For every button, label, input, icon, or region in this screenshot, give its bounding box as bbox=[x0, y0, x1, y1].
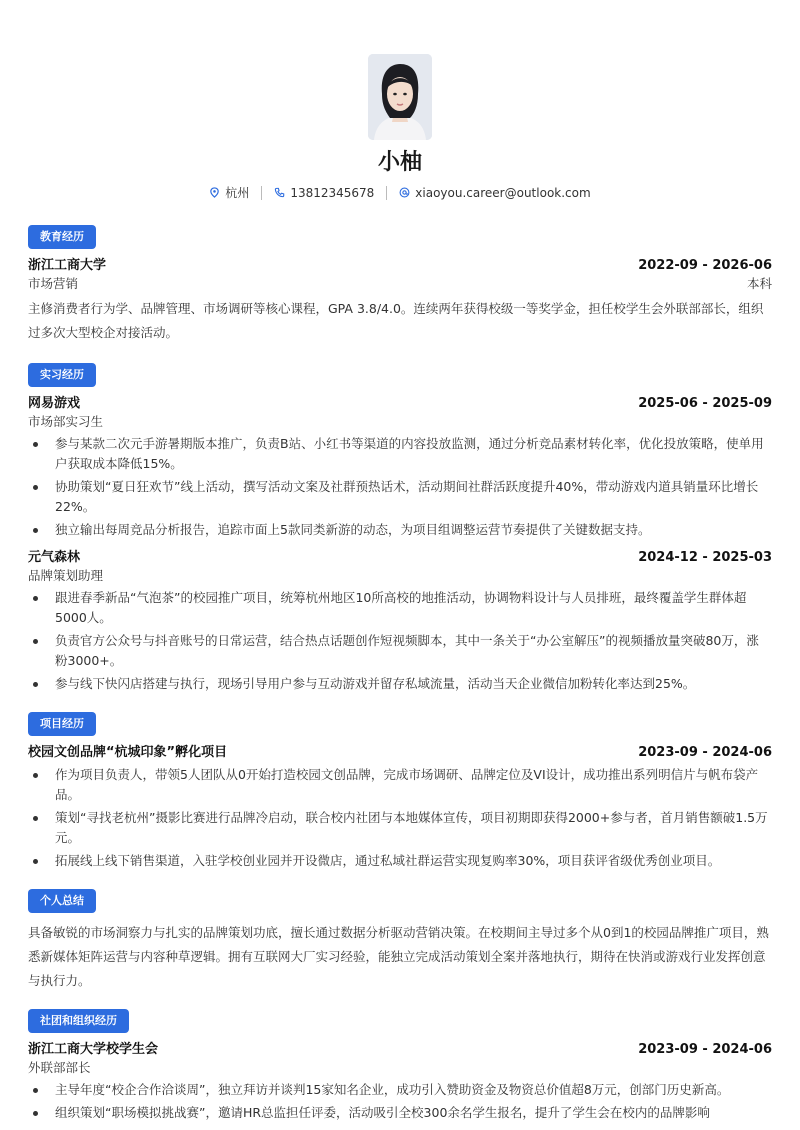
internship-date: 2025-06 - 2025-09 bbox=[638, 396, 772, 411]
at-sign-icon bbox=[399, 187, 410, 198]
contact-email bbox=[399, 186, 590, 200]
city-text: 杭州 bbox=[225, 186, 250, 200]
company-name: 网易游戏 bbox=[28, 396, 81, 411]
education-section bbox=[28, 225, 772, 345]
company-name: 元气森林 bbox=[28, 550, 81, 565]
project-entry bbox=[28, 743, 772, 871]
section-title: 教育经历 bbox=[28, 225, 96, 249]
project-section bbox=[28, 712, 772, 871]
list-item: 拓展线上线下销售渠道，入驻学校创业园并开设微店，通过私域社群运营实现复购率30%，项目获评省级优秀创业项目。 bbox=[28, 851, 772, 871]
internship-date: 2024-12 - 2025-03 bbox=[638, 550, 772, 565]
internship-entry-header bbox=[28, 548, 772, 567]
list-item: 参与某款二次元手游暑期版本推广，负责B站、小红书等渠道的内容投放监测，通过分析竞品素材转化率，优化投放策略，使单用户获取成本降低15%。 bbox=[28, 434, 772, 474]
internship-entry bbox=[28, 394, 772, 540]
project-date: 2023-09 - 2024-06 bbox=[638, 745, 772, 760]
role: 市场部实习生 bbox=[28, 414, 104, 429]
list-item: 独立输出每周竞品分析报告，追踪市面上5款同类新游的动态，为项目组调整运营节奏提供了关键数据支持。 bbox=[28, 520, 772, 540]
contact-divider bbox=[386, 186, 387, 200]
role: 品牌策划助理 bbox=[28, 568, 104, 583]
contact-info bbox=[0, 184, 800, 201]
bullet-list bbox=[28, 434, 772, 540]
resume-header bbox=[0, 0, 800, 201]
portrait-photo bbox=[368, 54, 432, 140]
summary-text: 具备敏锐的市场洞察力与扎实的品牌策划功底，擅长通过数据分析驱动营销决策。在校期间主导过多个从0到1的校园品牌推广项目，熟悉新媒体矩阵运营与内容种草逻辑。拥有互联网大厂实习经验，能独立完成活动策划全案并落地执行，期待在快消或游戏行业发挥创意与执行力。 bbox=[28, 925, 769, 988]
list-item: 参与线下快闪店搭建与执行，现场引导用户参与互动游戏并留存私域流量，活动当天企业微信加粉转化率达到25%。 bbox=[28, 674, 772, 694]
phone-text: 13812345678 bbox=[290, 185, 375, 200]
contact-phone bbox=[274, 186, 374, 200]
phone-icon bbox=[274, 187, 285, 198]
education-date: 2022-09 - 2026-06 bbox=[638, 258, 772, 273]
internship-role-row bbox=[28, 413, 772, 431]
email-text: xiaoyou.career@outlook.com bbox=[415, 185, 591, 200]
list-item: 负责官方公众号与抖音账号的日常运营，结合热点话题创作短视频脚本，其中一条关于“办公室解压”的视频播放量突破80万，涨粉3000+。 bbox=[28, 631, 772, 671]
school-name: 浙江工商大学 bbox=[28, 258, 107, 273]
contact-divider bbox=[261, 186, 262, 200]
education-entry-header bbox=[28, 256, 772, 275]
internship-role-row bbox=[28, 567, 772, 585]
organization-name: 浙江工商大学校学生会 bbox=[28, 1042, 159, 1057]
section-title: 个人总结 bbox=[28, 889, 96, 913]
candidate-name: 小柚 bbox=[377, 150, 422, 175]
list-item: 跟进春季新品“气泡茶”的校园推广项目，统筹杭州地区10所高校的地推活动，协调物料设计与人员排班，最终覆盖学生群体超5000人。 bbox=[28, 588, 772, 628]
bullet-list bbox=[28, 1080, 772, 1123]
internship-entry-header bbox=[28, 394, 772, 413]
organization-role-row bbox=[28, 1059, 772, 1077]
bullet-list bbox=[28, 765, 772, 871]
list-item: 策划“寻找老杭州”摄影比赛进行品牌冷启动，联合校内社团与本地媒体宣传，项目初期即获得2000+参与者，首月销售额破1.5万元。 bbox=[28, 808, 772, 848]
list-item: 主导年度“校企合作洽谈周”，独立拜访并谈判15家知名企业，成功引入赞助资金及物资总价值超8万元，创部门历史新高。 bbox=[28, 1080, 772, 1100]
project-name: 校园文创品牌“杭城印象”孵化项目 bbox=[28, 745, 228, 760]
bullet-list bbox=[28, 588, 772, 694]
education-description: 主修消费者行为学、品牌管理、市场调研等核心课程，GPA 3.8/4.0。连续两年获得校级一等奖学金，担任校学生会外联部部长，组织过多次大型校企对接活动。 bbox=[28, 301, 764, 340]
internship-entry bbox=[28, 548, 772, 694]
location-pin-icon bbox=[209, 187, 220, 198]
list-item: 组织策划“职场模拟挑战赛”，邀请HR总监担任评委，活动吸引全校300余名学生报名，提升了学生会在校内的品牌影响 bbox=[28, 1103, 772, 1123]
project-entry-header bbox=[28, 743, 772, 762]
major: 市场营销 bbox=[28, 276, 79, 291]
list-item: 协助策划“夏日狂欢节”线上活动，撰写活动文案及社群预热话术，活动期间社群活跃度提升40%，带动游戏内道具销量环比增长22%。 bbox=[28, 477, 772, 517]
list-item: 作为项目负责人，带领5人团队从0开始打造校园文创品牌，完成市场调研、品牌定位及VI设计，成功推出系列明信片与帆布袋产品。 bbox=[28, 765, 772, 805]
internship-section bbox=[28, 363, 772, 694]
organization-section bbox=[28, 1009, 772, 1123]
organization-entry-header bbox=[28, 1040, 772, 1059]
contact-city bbox=[209, 184, 249, 201]
degree: 本科 bbox=[746, 276, 772, 291]
summary-section bbox=[28, 889, 772, 993]
section-title: 社团和组织经历 bbox=[28, 1009, 129, 1033]
role: 外联部部长 bbox=[28, 1060, 91, 1075]
section-title: 项目经历 bbox=[28, 712, 96, 736]
section-title: 实习经历 bbox=[28, 363, 96, 387]
organization-entry bbox=[28, 1040, 772, 1123]
portrait-illustration bbox=[368, 54, 432, 140]
education-entry-subheader bbox=[28, 275, 772, 293]
organization-date: 2023-09 - 2024-06 bbox=[638, 1042, 772, 1057]
